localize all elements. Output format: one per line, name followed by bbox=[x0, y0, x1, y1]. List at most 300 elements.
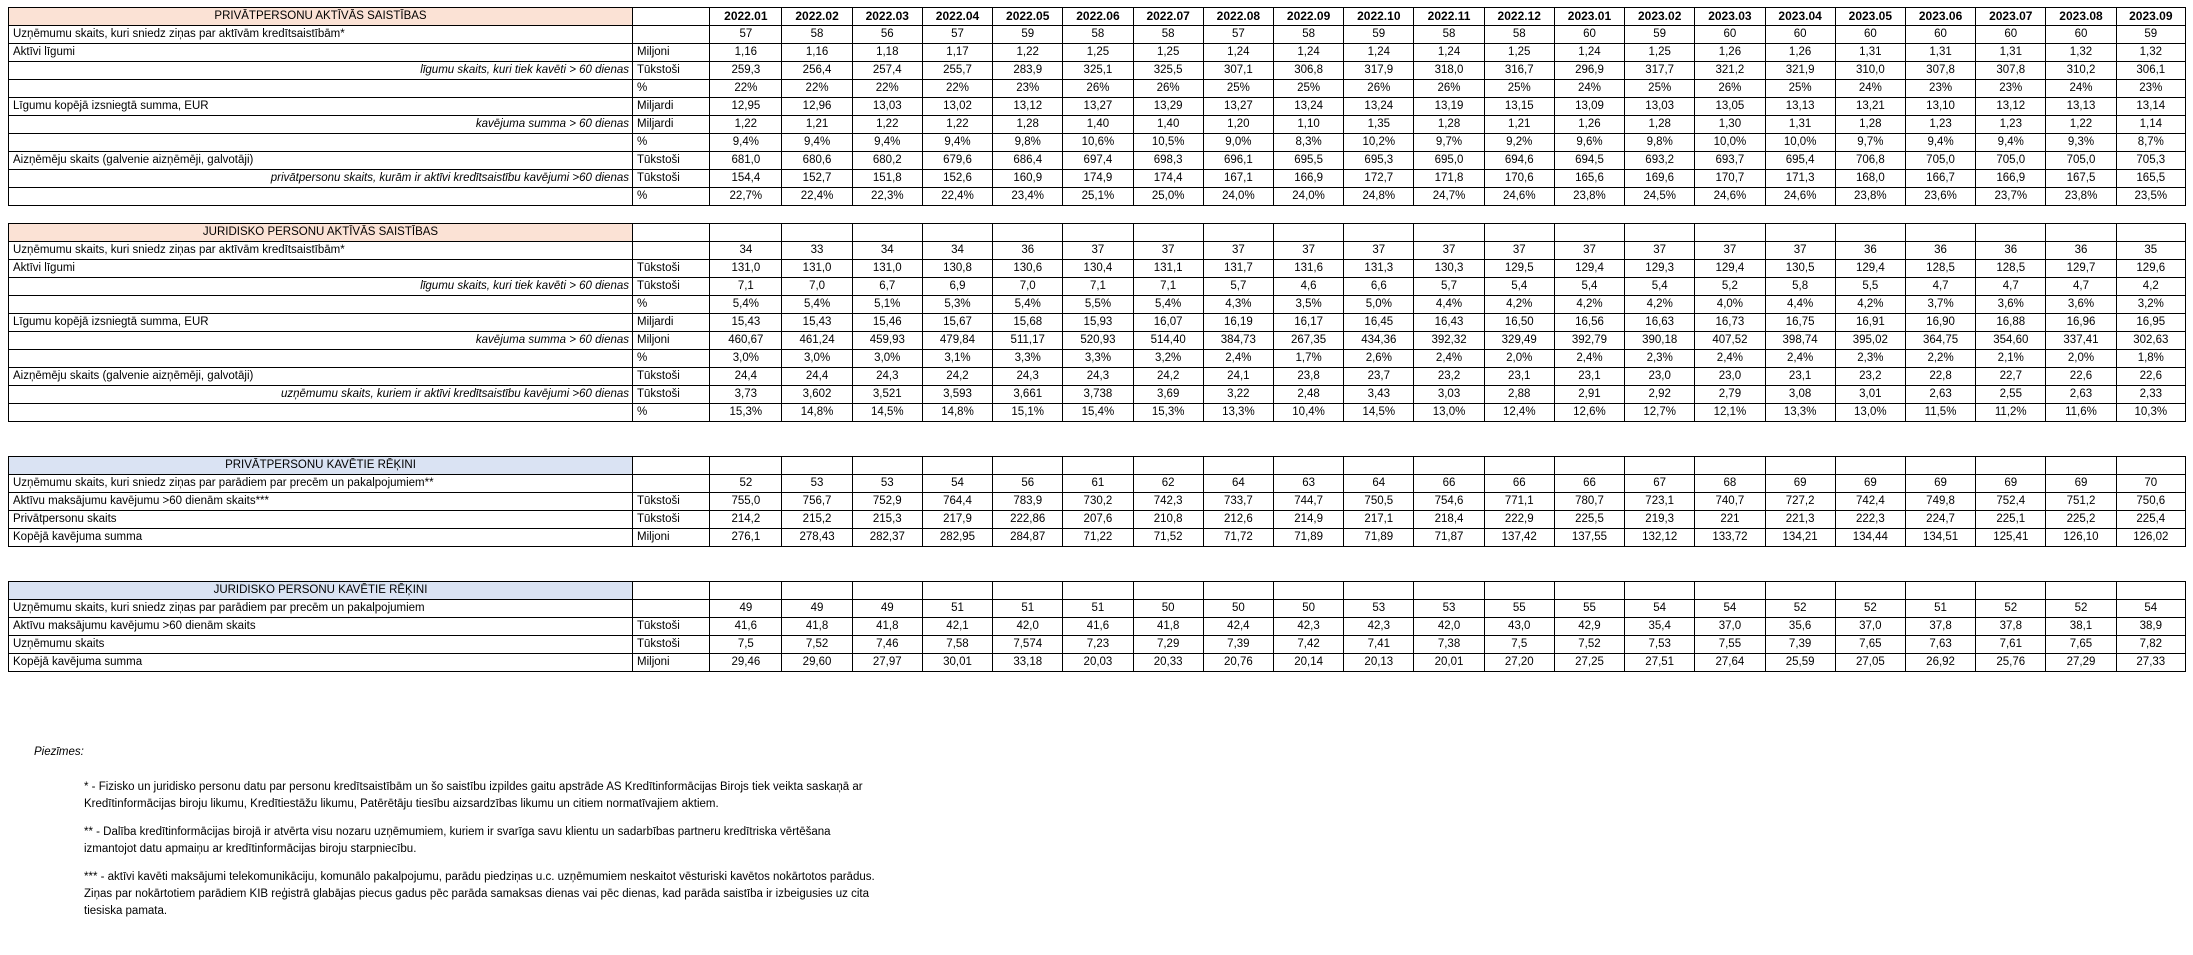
value-cell: 5,4% bbox=[782, 296, 852, 314]
value-cell: 325,5 bbox=[1133, 62, 1203, 80]
table-row bbox=[9, 636, 2186, 654]
value-cell: 23% bbox=[993, 80, 1063, 98]
value-cell: 5,4 bbox=[1625, 278, 1695, 296]
value-cell: 9,4% bbox=[1905, 134, 1975, 152]
value-cell: 7,29 bbox=[1133, 636, 1203, 654]
value-cell: 1,17 bbox=[922, 44, 992, 62]
value-cell: 13,10 bbox=[1905, 98, 1975, 116]
value-cell: 3,521 bbox=[852, 386, 922, 404]
row-label: Aizņēmēju skaits (galvenie aizņēmēji, galvotāji) bbox=[9, 152, 633, 170]
value-cell: 257,4 bbox=[852, 62, 922, 80]
value-cell: 4,7 bbox=[2046, 278, 2116, 296]
value-cell: 60 bbox=[2046, 26, 2116, 44]
value-cell: 284,87 bbox=[993, 529, 1063, 547]
value-cell: 1,28 bbox=[993, 116, 1063, 134]
value-cell: 37 bbox=[1765, 242, 1835, 260]
value-cell: 13,21 bbox=[1835, 98, 1905, 116]
value-cell: 9,4% bbox=[710, 134, 782, 152]
period-header-empty bbox=[1695, 582, 1765, 600]
value-cell: 8,7% bbox=[2116, 134, 2185, 152]
value-cell: 1,32 bbox=[2046, 44, 2116, 62]
value-cell: 35,4 bbox=[1625, 618, 1695, 636]
value-cell: 60 bbox=[1765, 26, 1835, 44]
table-row bbox=[9, 98, 2186, 116]
period-header: 2022.03 bbox=[852, 8, 922, 26]
row-unit: % bbox=[633, 80, 710, 98]
value-cell: 222,9 bbox=[1484, 511, 1554, 529]
value-cell: 34 bbox=[710, 242, 782, 260]
value-cell: 7,61 bbox=[1976, 636, 2046, 654]
value-cell: 742,4 bbox=[1835, 493, 1905, 511]
value-cell: 36 bbox=[1976, 242, 2046, 260]
value-cell: 63 bbox=[1273, 475, 1343, 493]
value-cell: 5,5% bbox=[1063, 296, 1133, 314]
value-cell: 1,24 bbox=[1344, 44, 1414, 62]
value-cell: 1,21 bbox=[1484, 116, 1554, 134]
value-cell: 694,5 bbox=[1554, 152, 1624, 170]
value-cell: 71,52 bbox=[1133, 529, 1203, 547]
value-cell: 15,43 bbox=[710, 314, 782, 332]
row-unit: % bbox=[633, 134, 710, 152]
value-cell: 69 bbox=[2046, 475, 2116, 493]
value-cell: 282,37 bbox=[852, 529, 922, 547]
period-header-empty bbox=[782, 457, 852, 475]
value-cell: 217,9 bbox=[922, 511, 992, 529]
period-header: 2023.09 bbox=[2116, 8, 2185, 26]
table-row bbox=[9, 170, 2186, 188]
value-cell: 13,3% bbox=[1203, 404, 1273, 422]
value-cell: 2,55 bbox=[1976, 386, 2046, 404]
value-cell: 1,25 bbox=[1625, 44, 1695, 62]
table-row bbox=[9, 511, 2186, 529]
value-cell: 8,3% bbox=[1273, 134, 1343, 152]
value-cell: 24,3 bbox=[852, 368, 922, 386]
value-cell: 37 bbox=[1414, 242, 1484, 260]
value-cell: 22,7% bbox=[710, 188, 782, 206]
period-header-empty bbox=[1835, 457, 1905, 475]
row-label: kavējuma summa > 60 dienas bbox=[9, 116, 633, 134]
value-cell: 13,14 bbox=[2116, 98, 2185, 116]
value-cell: 24% bbox=[1835, 80, 1905, 98]
value-cell: 37 bbox=[1344, 242, 1414, 260]
period-header-empty bbox=[1344, 224, 1414, 242]
period-header-empty bbox=[1414, 224, 1484, 242]
value-cell: 170,6 bbox=[1484, 170, 1554, 188]
value-cell: 134,21 bbox=[1765, 529, 1835, 547]
value-cell: 1,31 bbox=[1905, 44, 1975, 62]
value-cell: 15,3% bbox=[1133, 404, 1203, 422]
period-header-empty bbox=[1133, 582, 1203, 600]
value-cell: 69 bbox=[1905, 475, 1975, 493]
value-cell: 1,7% bbox=[1273, 350, 1343, 368]
value-cell: 24% bbox=[1554, 80, 1624, 98]
value-cell: 1,25 bbox=[1133, 44, 1203, 62]
value-cell: 742,3 bbox=[1133, 493, 1203, 511]
value-cell: 55 bbox=[1554, 600, 1624, 618]
spacer-cell bbox=[9, 564, 2186, 582]
value-cell: 6,9 bbox=[922, 278, 992, 296]
value-cell: 38,1 bbox=[2046, 618, 2116, 636]
period-header-empty bbox=[1414, 457, 1484, 475]
value-cell: 771,1 bbox=[1484, 493, 1554, 511]
value-cell: 10,0% bbox=[1695, 134, 1765, 152]
value-cell: 13,24 bbox=[1273, 98, 1343, 116]
table-row bbox=[9, 368, 2186, 386]
value-cell: 1,32 bbox=[2116, 44, 2185, 62]
value-cell: 26% bbox=[1133, 80, 1203, 98]
value-cell: 695,4 bbox=[1765, 152, 1835, 170]
value-cell: 151,8 bbox=[852, 170, 922, 188]
value-cell: 37 bbox=[1133, 242, 1203, 260]
value-cell: 224,7 bbox=[1905, 511, 1975, 529]
value-cell: 33 bbox=[782, 242, 852, 260]
value-cell: 13,12 bbox=[993, 98, 1063, 116]
value-cell: 321,2 bbox=[1695, 62, 1765, 80]
value-cell: 54 bbox=[2116, 600, 2185, 618]
period-header-empty bbox=[1625, 224, 1695, 242]
row-unit bbox=[633, 475, 710, 493]
value-cell: 698,3 bbox=[1133, 152, 1203, 170]
value-cell: 22% bbox=[922, 80, 992, 98]
value-cell: 5,7 bbox=[1414, 278, 1484, 296]
value-cell: 7,574 bbox=[993, 636, 1063, 654]
value-cell: 68 bbox=[1695, 475, 1765, 493]
value-cell: 2,88 bbox=[1484, 386, 1554, 404]
period-header-empty bbox=[2046, 224, 2116, 242]
section-title-row bbox=[9, 224, 2186, 242]
value-cell: 3,602 bbox=[782, 386, 852, 404]
value-cell: 25,0% bbox=[1133, 188, 1203, 206]
value-cell: 14,8% bbox=[782, 404, 852, 422]
section-title: PRIVĀTPERSONU AKTĪVĀS SAISTĪBAS bbox=[9, 8, 633, 26]
value-cell: 7,58 bbox=[922, 636, 992, 654]
unit-header-cell bbox=[633, 224, 710, 242]
value-cell: 3,43 bbox=[1344, 386, 1414, 404]
row-unit: % bbox=[633, 188, 710, 206]
value-cell: 13,09 bbox=[1554, 98, 1624, 116]
value-cell: 256,4 bbox=[782, 62, 852, 80]
value-cell: 215,3 bbox=[852, 511, 922, 529]
table-row bbox=[9, 350, 2186, 368]
value-cell: 165,6 bbox=[1554, 170, 1624, 188]
value-cell: 165,5 bbox=[2116, 170, 2185, 188]
value-cell: 50 bbox=[1273, 600, 1343, 618]
value-cell: 53 bbox=[1344, 600, 1414, 618]
value-cell: 129,3 bbox=[1625, 260, 1695, 278]
table-row bbox=[9, 44, 2186, 62]
row-unit: Tūkstoši bbox=[633, 278, 710, 296]
table-row bbox=[9, 26, 2186, 44]
value-cell: 20,76 bbox=[1203, 654, 1273, 672]
row-unit: Tūkstoši bbox=[633, 170, 710, 188]
value-cell: 694,6 bbox=[1484, 152, 1554, 170]
value-cell: 52 bbox=[710, 475, 782, 493]
value-cell: 167,1 bbox=[1203, 170, 1273, 188]
value-cell: 296,9 bbox=[1554, 62, 1624, 80]
value-cell: 1,20 bbox=[1203, 116, 1273, 134]
value-cell: 130,5 bbox=[1765, 260, 1835, 278]
value-cell: 317,9 bbox=[1344, 62, 1414, 80]
value-cell: 51 bbox=[993, 600, 1063, 618]
value-cell: 2,4% bbox=[1695, 350, 1765, 368]
value-cell: 680,6 bbox=[782, 152, 852, 170]
value-cell: 16,95 bbox=[2116, 314, 2185, 332]
value-cell: 696,1 bbox=[1203, 152, 1273, 170]
row-label: Līgumu kopējā izsniegtā summa, EUR bbox=[9, 98, 633, 116]
value-cell: 219,3 bbox=[1625, 511, 1695, 529]
value-cell: 133,72 bbox=[1695, 529, 1765, 547]
value-cell: 49 bbox=[710, 600, 782, 618]
value-cell: 16,43 bbox=[1414, 314, 1484, 332]
value-cell: 25% bbox=[1625, 80, 1695, 98]
row-unit: Tūkstoši bbox=[633, 62, 710, 80]
note-1: * - Fizisko un juridisko personu datu par personu kredītsaistībām un šo saistību izpildes gaitu apstrāde AS Kredītinformācijas Birojs tiek veikta saskaņā ar Kredītinformācijas biroju likumu, Kredītiestāžu likumu, Patērētāju tiesību aizsardzības likumu un citiem normatīvajiem aktiem. bbox=[84, 781, 863, 810]
value-cell: 23,0 bbox=[1695, 368, 1765, 386]
value-cell: 1,10 bbox=[1273, 116, 1343, 134]
period-header-empty bbox=[1273, 582, 1343, 600]
value-cell: 50 bbox=[1203, 600, 1273, 618]
note-2: ** - Dalība kredītinformācijas birojā ir atvērta visu nozaru uzņēmumiem, kuriem ir svarīga savu klientu un sadarbības partneru kredītriska vērtēšana izmantojot datu apmaiņu ar kredītinformācijas biroju starpniecību. bbox=[84, 826, 831, 855]
row-unit bbox=[633, 26, 710, 44]
value-cell: 16,88 bbox=[1976, 314, 2046, 332]
value-cell: 42,0 bbox=[1414, 618, 1484, 636]
value-cell: 23,8 bbox=[1273, 368, 1343, 386]
value-cell: 5,2 bbox=[1695, 278, 1765, 296]
unit-header-cell bbox=[633, 8, 710, 26]
table-row bbox=[9, 618, 2186, 636]
value-cell: 705,0 bbox=[2046, 152, 2116, 170]
row-unit: Miljoni bbox=[633, 332, 710, 350]
value-cell: 130,8 bbox=[922, 260, 992, 278]
value-cell: 56 bbox=[993, 475, 1063, 493]
period-header-empty bbox=[1484, 457, 1554, 475]
value-cell: 5,4 bbox=[1554, 278, 1624, 296]
value-cell: 57 bbox=[710, 26, 782, 44]
value-cell: 783,9 bbox=[993, 493, 1063, 511]
value-cell: 41,8 bbox=[852, 618, 922, 636]
value-cell: 10,0% bbox=[1765, 134, 1835, 152]
value-cell: 2,63 bbox=[1905, 386, 1975, 404]
value-cell: 2,2% bbox=[1905, 350, 1975, 368]
period-header-empty bbox=[1976, 224, 2046, 242]
value-cell: 7,39 bbox=[1203, 636, 1273, 654]
value-cell: 24,4 bbox=[710, 368, 782, 386]
value-cell: 7,63 bbox=[1905, 636, 1975, 654]
value-cell: 42,0 bbox=[993, 618, 1063, 636]
value-cell: 130,6 bbox=[993, 260, 1063, 278]
value-cell: 33,18 bbox=[993, 654, 1063, 672]
value-cell: 752,9 bbox=[852, 493, 922, 511]
value-cell: 3,0% bbox=[710, 350, 782, 368]
value-cell: 14,5% bbox=[852, 404, 922, 422]
value-cell: 7,52 bbox=[782, 636, 852, 654]
value-cell: 152,7 bbox=[782, 170, 852, 188]
row-label bbox=[9, 296, 633, 314]
value-cell: 27,29 bbox=[2046, 654, 2116, 672]
unit-header-cell bbox=[633, 582, 710, 600]
value-cell: 225,1 bbox=[1976, 511, 2046, 529]
row-label: privātpersonu skaits, kurām ir aktīvi kredītsaistību kavējumi >60 dienas bbox=[9, 170, 633, 188]
value-cell: 2,4% bbox=[1765, 350, 1835, 368]
value-cell: 35,6 bbox=[1765, 618, 1835, 636]
value-cell: 24,0% bbox=[1273, 188, 1343, 206]
value-cell: 126,10 bbox=[2046, 529, 2116, 547]
spacer-cell bbox=[9, 206, 2186, 224]
value-cell: 225,5 bbox=[1554, 511, 1624, 529]
value-cell: 38,9 bbox=[2116, 618, 2185, 636]
spreadsheet bbox=[8, 7, 2186, 672]
value-cell: 1,21 bbox=[782, 116, 852, 134]
value-cell: 37 bbox=[1063, 242, 1133, 260]
value-cell: 2,3% bbox=[1625, 350, 1695, 368]
table-row bbox=[9, 278, 2186, 296]
value-cell: 37 bbox=[1695, 242, 1765, 260]
value-cell: 132,12 bbox=[1625, 529, 1695, 547]
period-header-empty bbox=[1133, 457, 1203, 475]
value-cell: 7,65 bbox=[1835, 636, 1905, 654]
value-cell: 3,0% bbox=[782, 350, 852, 368]
row-label: Uzņēmumu skaits bbox=[9, 636, 633, 654]
value-cell: 1,23 bbox=[1905, 116, 1975, 134]
value-cell: 390,18 bbox=[1625, 332, 1695, 350]
row-label: Uzņēmumu skaits, kuri sniedz ziņas par aktīvām kredītsaistībām* bbox=[9, 242, 633, 260]
period-header-empty bbox=[922, 582, 992, 600]
value-cell: 4,2 bbox=[2116, 278, 2185, 296]
value-cell: 129,5 bbox=[1484, 260, 1554, 278]
period-header: 2023.02 bbox=[1625, 8, 1695, 26]
value-cell: 681,0 bbox=[710, 152, 782, 170]
value-cell: 52 bbox=[1976, 600, 2046, 618]
value-cell: 71,89 bbox=[1273, 529, 1343, 547]
value-cell: 750,6 bbox=[2116, 493, 2185, 511]
spacer-row bbox=[9, 439, 2186, 457]
unit-header-cell bbox=[633, 457, 710, 475]
period-header-empty bbox=[1203, 457, 1273, 475]
value-cell: 705,0 bbox=[1976, 152, 2046, 170]
value-cell: 49 bbox=[782, 600, 852, 618]
table-row bbox=[9, 80, 2186, 98]
value-cell: 13,03 bbox=[1625, 98, 1695, 116]
value-cell: 27,25 bbox=[1554, 654, 1624, 672]
period-header-empty bbox=[852, 582, 922, 600]
value-cell: 3,5% bbox=[1273, 296, 1343, 314]
value-cell: 166,9 bbox=[1976, 170, 2046, 188]
value-cell: 23,5% bbox=[2116, 188, 2185, 206]
value-cell: 170,7 bbox=[1695, 170, 1765, 188]
value-cell: 36 bbox=[1905, 242, 1975, 260]
period-header: 2022.06 bbox=[1063, 8, 1133, 26]
value-cell: 1,28 bbox=[1625, 116, 1695, 134]
value-cell: 22,6 bbox=[2116, 368, 2185, 386]
table-row bbox=[9, 188, 2186, 206]
value-cell: 129,4 bbox=[1554, 260, 1624, 278]
value-cell: 7,39 bbox=[1765, 636, 1835, 654]
section-title-row bbox=[9, 582, 2186, 600]
table-row bbox=[9, 493, 2186, 511]
notes-section bbox=[34, 744, 1134, 931]
value-cell: 9,2% bbox=[1484, 134, 1554, 152]
value-cell: 7,5 bbox=[1484, 636, 1554, 654]
value-cell: 7,1 bbox=[1063, 278, 1133, 296]
value-cell: 9,7% bbox=[1414, 134, 1484, 152]
value-cell: 7,65 bbox=[2046, 636, 2116, 654]
value-cell: 27,33 bbox=[2116, 654, 2185, 672]
value-cell: 67 bbox=[1625, 475, 1695, 493]
value-cell: 1,26 bbox=[1765, 44, 1835, 62]
value-cell: 307,8 bbox=[1976, 62, 2046, 80]
data-table bbox=[8, 7, 2186, 672]
period-header-empty bbox=[1765, 457, 1835, 475]
value-cell: 24,6% bbox=[1765, 188, 1835, 206]
value-cell: 53 bbox=[852, 475, 922, 493]
value-cell: 22,8 bbox=[1905, 368, 1975, 386]
value-cell: 407,52 bbox=[1695, 332, 1765, 350]
value-cell: 1,30 bbox=[1695, 116, 1765, 134]
value-cell: 20,13 bbox=[1344, 654, 1414, 672]
value-cell: 131,1 bbox=[1133, 260, 1203, 278]
value-cell: 12,4% bbox=[1484, 404, 1554, 422]
value-cell: 25% bbox=[1765, 80, 1835, 98]
value-cell: 3,2% bbox=[2116, 296, 2185, 314]
value-cell: 60 bbox=[1835, 26, 1905, 44]
value-cell: 61 bbox=[1063, 475, 1133, 493]
value-cell: 2,4% bbox=[1554, 350, 1624, 368]
value-cell: 5,8 bbox=[1765, 278, 1835, 296]
value-cell: 23% bbox=[2116, 80, 2185, 98]
value-cell: 7,46 bbox=[852, 636, 922, 654]
value-cell: 2,6% bbox=[1344, 350, 1414, 368]
period-header-empty bbox=[922, 457, 992, 475]
value-cell: 706,8 bbox=[1835, 152, 1905, 170]
value-cell: 2,79 bbox=[1695, 386, 1765, 404]
value-cell: 57 bbox=[1203, 26, 1273, 44]
value-cell: 24,3 bbox=[1063, 368, 1133, 386]
value-cell: 23,7 bbox=[1344, 368, 1414, 386]
value-cell: 41,8 bbox=[1133, 618, 1203, 636]
value-cell: 318,0 bbox=[1414, 62, 1484, 80]
value-cell: 16,50 bbox=[1484, 314, 1554, 332]
value-cell: 321,9 bbox=[1765, 62, 1835, 80]
value-cell: 723,1 bbox=[1625, 493, 1695, 511]
value-cell: 14,8% bbox=[922, 404, 992, 422]
note-3: *** - aktīvi kavēti maksājumi telekomunikāciju, komunālo pakalpojumu, parādu piedziņas u.c. uzņēmumiem neskaitot vēsturiski kavētos nokārtotos parādus. Ziņas par nokārtotiem parādiem KIB reģistrā glabājas piecus gadus pēc parāda samaksas dienas vai pēc dienas, kad parāda saistība ir izbeigusies uz cita tiesiska pamata. bbox=[84, 871, 875, 917]
value-cell: 1,24 bbox=[1414, 44, 1484, 62]
value-cell: 310,0 bbox=[1835, 62, 1905, 80]
value-cell: 5,4% bbox=[710, 296, 782, 314]
value-cell: 9,0% bbox=[1203, 134, 1273, 152]
period-header-empty bbox=[993, 457, 1063, 475]
value-cell: 398,74 bbox=[1765, 332, 1835, 350]
value-cell: 25,76 bbox=[1976, 654, 2046, 672]
period-header-empty bbox=[782, 224, 852, 242]
value-cell: 3,73 bbox=[710, 386, 782, 404]
row-label bbox=[9, 188, 633, 206]
period-header-empty bbox=[1695, 224, 1765, 242]
value-cell: 1,25 bbox=[1484, 44, 1554, 62]
value-cell: 2,4% bbox=[1203, 350, 1273, 368]
value-cell: 126,02 bbox=[2116, 529, 2185, 547]
value-cell: 37,8 bbox=[1976, 618, 2046, 636]
value-cell: 11,6% bbox=[2046, 404, 2116, 422]
value-cell: 276,1 bbox=[710, 529, 782, 547]
spacer-cell bbox=[9, 547, 2186, 565]
value-cell: 51 bbox=[1905, 600, 1975, 618]
value-cell: 302,63 bbox=[2116, 332, 2185, 350]
value-cell: 2,3% bbox=[1835, 350, 1905, 368]
table-row bbox=[9, 260, 2186, 278]
value-cell: 4,6 bbox=[1273, 278, 1343, 296]
value-cell: 131,0 bbox=[710, 260, 782, 278]
